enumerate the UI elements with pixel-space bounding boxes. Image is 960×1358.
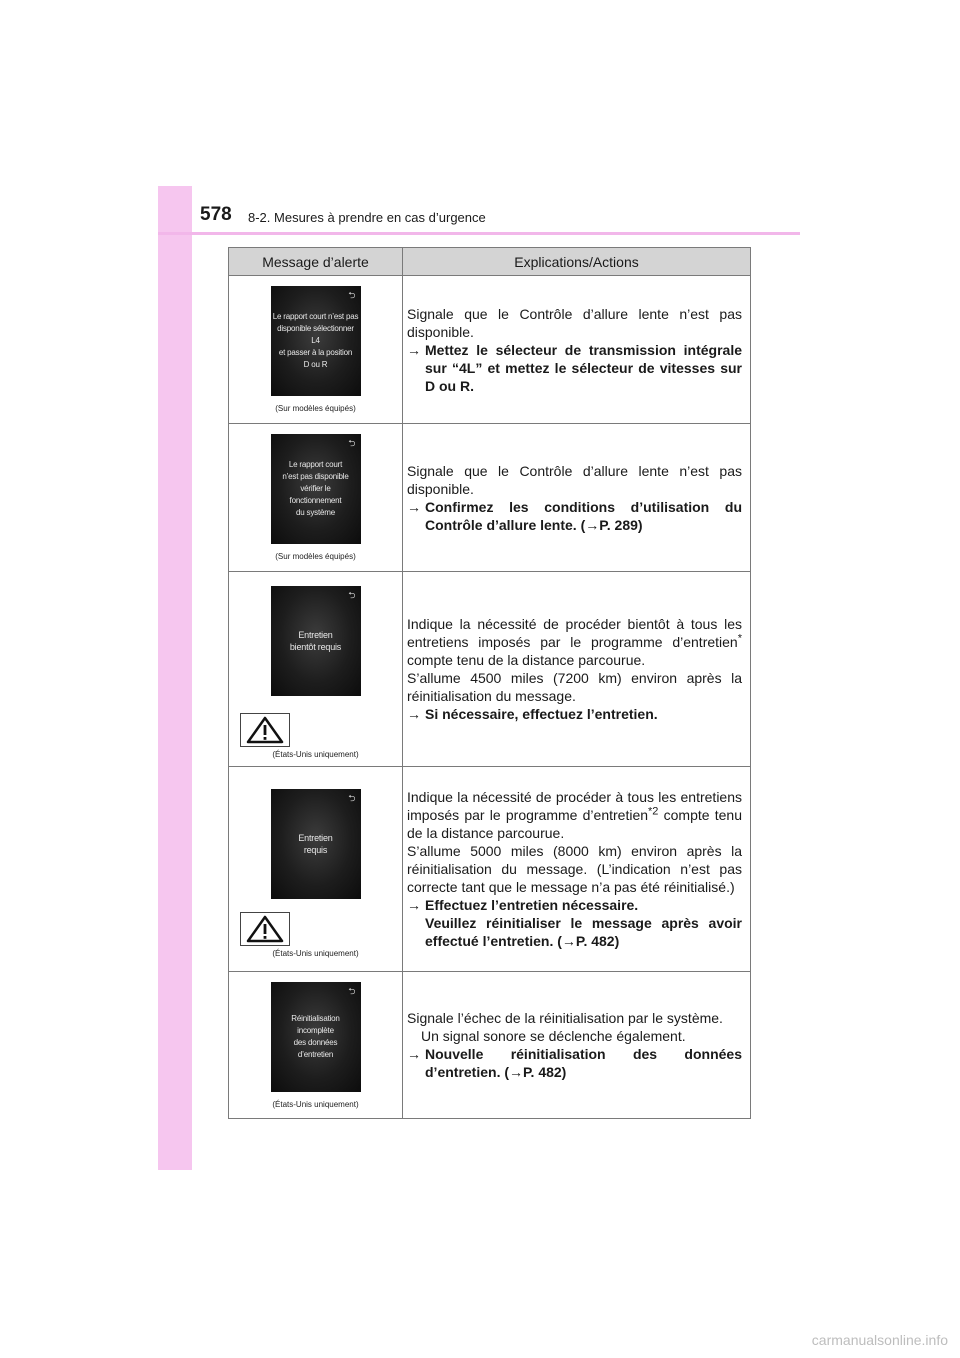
screen-message: Entretien bientôt requis xyxy=(289,630,342,652)
watermark: carmanualsonline.info xyxy=(811,1332,948,1348)
table-row xyxy=(229,767,751,972)
display-screen-image xyxy=(271,982,361,1092)
image-caption: (États-Unis uniquement) xyxy=(272,949,359,958)
description-part: Indique la nécessité de procéder bientôt à tous les entretiens imposés par le programme d’entretien xyxy=(407,616,742,650)
screen-message: Entretien requis xyxy=(298,833,333,855)
arrow-icon: → xyxy=(407,341,421,358)
screen-message: Le rapport court n’est pas disponible sélectionner L4 et passer à la position D ou R xyxy=(272,312,359,369)
header-explanations: Explications/Actions xyxy=(403,248,751,276)
explanation-cell xyxy=(403,572,751,767)
image-caption: (Sur modèles équipés) xyxy=(275,552,356,561)
warning-icon-box xyxy=(240,912,290,946)
description-text-2: S’allume 4500 miles (7200 km) environ après la réinitialisation du message. xyxy=(407,670,742,704)
table-row xyxy=(229,572,751,767)
arrow-icon: → xyxy=(407,498,421,515)
explanation-cell xyxy=(403,276,751,424)
image-caption: (États-Unis uniquement) xyxy=(272,1099,359,1109)
back-icon: ⮌ xyxy=(348,590,356,600)
description-text: Signale que le Contrôle d’allure lente n’est pas disponible. xyxy=(407,462,742,497)
description-text: Signale que le Contrôle d’allure lente n’est pas disponible. xyxy=(407,305,742,340)
action-text: Mettez le sélecteur de transmission intégrale sur “4L” et mettez le sélecteur de vitesses sur D ou R. xyxy=(425,341,742,394)
display-screen-image xyxy=(271,789,361,899)
action-text: Confirmez les conditions d’utilisation du Contrôle d’allure lente. (→P. 289) xyxy=(425,498,742,533)
action-text: Si nécessaire, effectuez l’entretien. xyxy=(425,706,658,722)
arrow-icon: → xyxy=(407,1046,421,1062)
header-rule xyxy=(158,232,800,235)
action-text-2: Veuillez réinitialiser le message après avoir effectué l’entretien. (→P. 482) xyxy=(425,915,742,949)
image-caption: (États-Unis uniquement) xyxy=(272,750,359,759)
back-icon: ⮌ xyxy=(348,290,356,300)
table-row xyxy=(229,424,751,572)
table-header-row xyxy=(229,248,751,276)
description-text: Signale l’échec de la réinitialisation par le système. xyxy=(407,1010,723,1026)
explanation-cell xyxy=(403,972,751,1119)
alert-image-cell xyxy=(229,276,403,424)
action-text: Effectuez l’entretien nécessaire. xyxy=(425,897,639,913)
action-item xyxy=(407,705,742,723)
display-screen-image xyxy=(271,586,361,696)
alert-messages-table xyxy=(228,247,751,1119)
image-caption: (Sur modèles équipés) xyxy=(275,404,356,413)
section-title: 8-2. Mesures à prendre en cas d’urgence xyxy=(248,210,486,225)
action-text: Nouvelle réinitialisation des données d’entretien. (→P. 482) xyxy=(425,1046,742,1080)
note-text: Un signal sonore se déclenche également. xyxy=(421,1028,686,1044)
display-screen-image xyxy=(271,286,361,396)
action-item xyxy=(407,1045,742,1081)
back-icon: ⮌ xyxy=(348,985,356,996)
description-text-2: S’allume 5000 miles (8000 km) environ après la réinitialisation du message. (L’indication n’est pas correcte tant que le message n’a pas été réinitialisé.) xyxy=(407,843,742,895)
warning-triangle-icon xyxy=(246,716,284,744)
table-row xyxy=(229,972,751,1119)
back-icon: ⮌ xyxy=(348,438,356,448)
description-text xyxy=(407,788,742,842)
footnote-marker: * xyxy=(737,632,742,645)
page-number: 578 xyxy=(200,204,232,225)
description-part: Indique la nécessité de procéder à tous les entretiens imposés par le programme d’entretien xyxy=(407,789,742,823)
screen-message: Le rapport court n’est pas disponible vérifier le fonctionnement du système xyxy=(282,460,349,517)
arrow-icon: → xyxy=(407,706,421,722)
screen-message: Réinitialisation incomplète des données d’entretien xyxy=(291,1013,340,1059)
action-item xyxy=(407,896,742,950)
description-part: compte tenu de la distance parcourue. xyxy=(407,652,646,668)
alert-image-cell xyxy=(229,424,403,572)
action-item xyxy=(407,341,742,395)
arrow-icon: → xyxy=(407,897,421,913)
alert-image-cell xyxy=(229,767,403,972)
explanation-cell xyxy=(403,767,751,972)
alert-image-cell xyxy=(229,572,403,767)
side-tab-band xyxy=(158,186,192,1170)
table-row xyxy=(229,276,751,424)
header-alert-message: Message d’alerte xyxy=(229,248,403,276)
back-icon: ⮌ xyxy=(348,793,356,803)
warning-triangle-icon xyxy=(246,915,284,943)
alert-image-cell xyxy=(229,972,403,1119)
action-item xyxy=(407,498,742,534)
description-text xyxy=(407,615,742,669)
display-screen-image xyxy=(271,434,361,544)
warning-icon-box xyxy=(240,713,290,747)
explanation-cell xyxy=(403,424,751,572)
footnote-marker: *2 xyxy=(648,805,659,818)
description-part: compte tenu de la distance parcourue. xyxy=(407,807,742,841)
action-text-group xyxy=(425,896,742,950)
